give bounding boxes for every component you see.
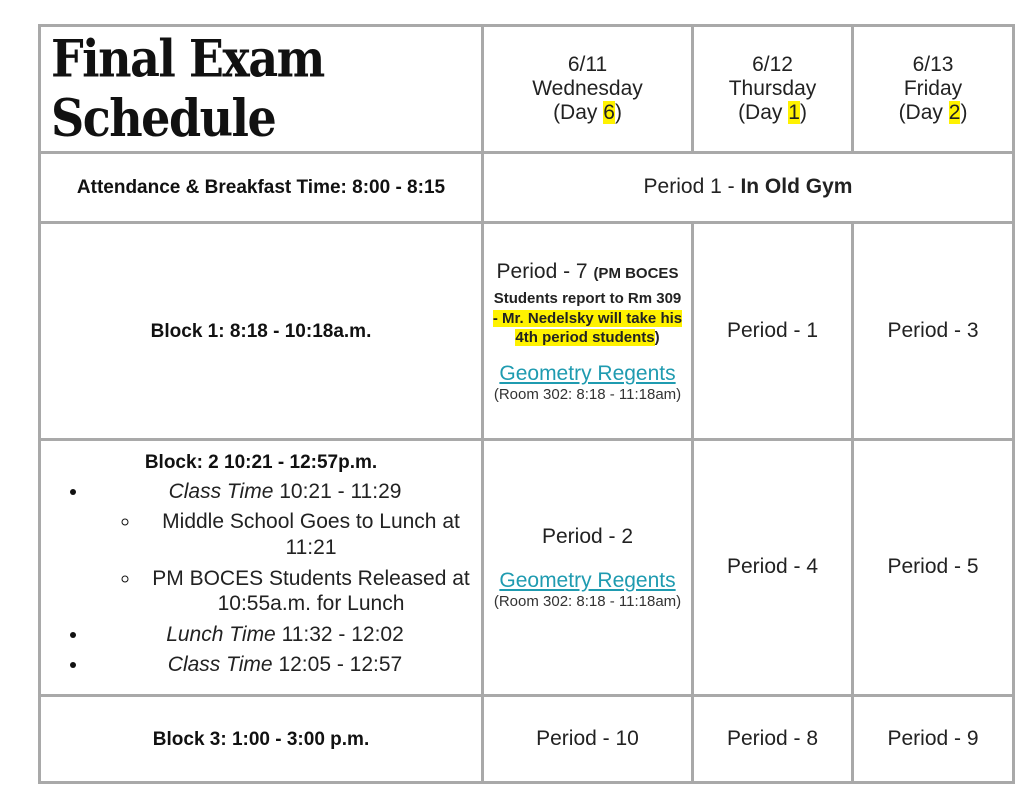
- block3-thursday-cell: [693, 696, 853, 783]
- block1-wednesday-cell: [483, 223, 693, 440]
- day-label: (Day 1): [738, 101, 807, 125]
- block3-label: Block 3: 1:00 - 3:00 p.m.: [152, 728, 370, 750]
- attendance-label-cell: [40, 153, 483, 223]
- block1-friday-cell: [853, 223, 1014, 440]
- block2-list: [41, 479, 481, 678]
- block2-wednesday-cell: [483, 440, 693, 696]
- day-header-thursday: [693, 26, 853, 153]
- block3-wednesday-cell: [483, 696, 693, 783]
- attendance-period-cell: [483, 153, 1014, 223]
- attendance-row: [40, 153, 1014, 223]
- day-number: 1: [788, 101, 800, 125]
- header-row: [40, 26, 1014, 153]
- block2-label-cell: [40, 440, 483, 696]
- list-item: ◦ PM BOCES Students Released at 10:55a.m. for Lunch: [141, 566, 481, 617]
- period-text: Period - 3: [887, 318, 979, 342]
- title-cell: [40, 26, 483, 153]
- block3-friday-cell: [853, 696, 1014, 783]
- block2-row: [40, 440, 1014, 696]
- weekday: Friday: [903, 76, 963, 100]
- block1-wed-period: Period - 7: [496, 259, 594, 283]
- block2-friday-cell: [853, 440, 1014, 696]
- exam-schedule-table: [38, 24, 1015, 784]
- list-item: ◦ Middle School Goes to Lunch at 11:21: [141, 509, 481, 560]
- day-label: (Day 6): [553, 101, 622, 125]
- block1-label: Block 1: 8:18 - 10:18a.m.: [150, 320, 372, 342]
- weekday: Thursday: [728, 76, 817, 100]
- block2-sublist: [89, 509, 481, 616]
- weekday: Wednesday: [532, 76, 643, 100]
- block2-wed-room: (Room 302: 8:18 - 11:18am): [493, 593, 682, 611]
- period-text: Period - 5: [887, 555, 979, 579]
- period-text: Period - 4: [726, 555, 819, 579]
- block1-thursday-cell: [693, 223, 853, 440]
- list-item: • Class Time 10:21 - 11:29 ◦ Middle School Goes to Lunch at 11:21 ◦ PM BOCES Students Released at 10:55a.m. for Lunch: [89, 479, 481, 617]
- day-number: 2: [948, 101, 961, 125]
- block1-row: [40, 223, 1014, 440]
- day-label: (Day 2): [898, 101, 968, 125]
- list-item: • Lunch Time 11:32 - 12:02: [89, 622, 481, 648]
- block3-row: [40, 696, 1014, 783]
- day-header-friday: [853, 26, 1014, 153]
- block2-wed-period: Period - 2: [541, 524, 634, 548]
- block1-wed-note: (PM BOCES Students report to Rm 309: [493, 264, 682, 307]
- period-text: Period - 10: [536, 726, 639, 750]
- day-header-wednesday: [483, 26, 693, 153]
- geometry-regents-link[interactable]: Geometry Regents: [499, 568, 676, 592]
- list-item: • Class Time 12:05 - 12:57: [89, 652, 481, 678]
- block2-label: Block: 2 10:21 - 12:57p.m.: [144, 451, 378, 473]
- attendance-location: In Old Gym: [740, 175, 853, 199]
- period-text: Period - 9: [887, 726, 979, 750]
- attendance-period: Period 1 -: [643, 175, 741, 199]
- date: 6/12: [752, 52, 793, 76]
- date: 6/11: [567, 52, 608, 76]
- day-number: 6: [603, 101, 615, 125]
- attendance-label: Attendance & Breakfast Time: 8:00 - 8:15: [76, 177, 446, 199]
- period-text: Period - 8: [726, 726, 819, 750]
- geometry-regents-link[interactable]: Geometry Regents: [499, 361, 676, 385]
- block1-label-cell: [40, 223, 483, 440]
- block2-thursday-cell: [693, 440, 853, 696]
- page-title: Final Exam Schedule: [51, 28, 324, 149]
- block3-label-cell: [40, 696, 483, 783]
- period-text: Period - 1: [726, 318, 819, 342]
- block1-wed-room: (Room 302: 8:18 - 11:18am): [493, 386, 682, 404]
- date: 6/13: [912, 52, 954, 76]
- block1-wed-note-highlight: - Mr. Nedelsky will take his 4th period students): [492, 309, 683, 347]
